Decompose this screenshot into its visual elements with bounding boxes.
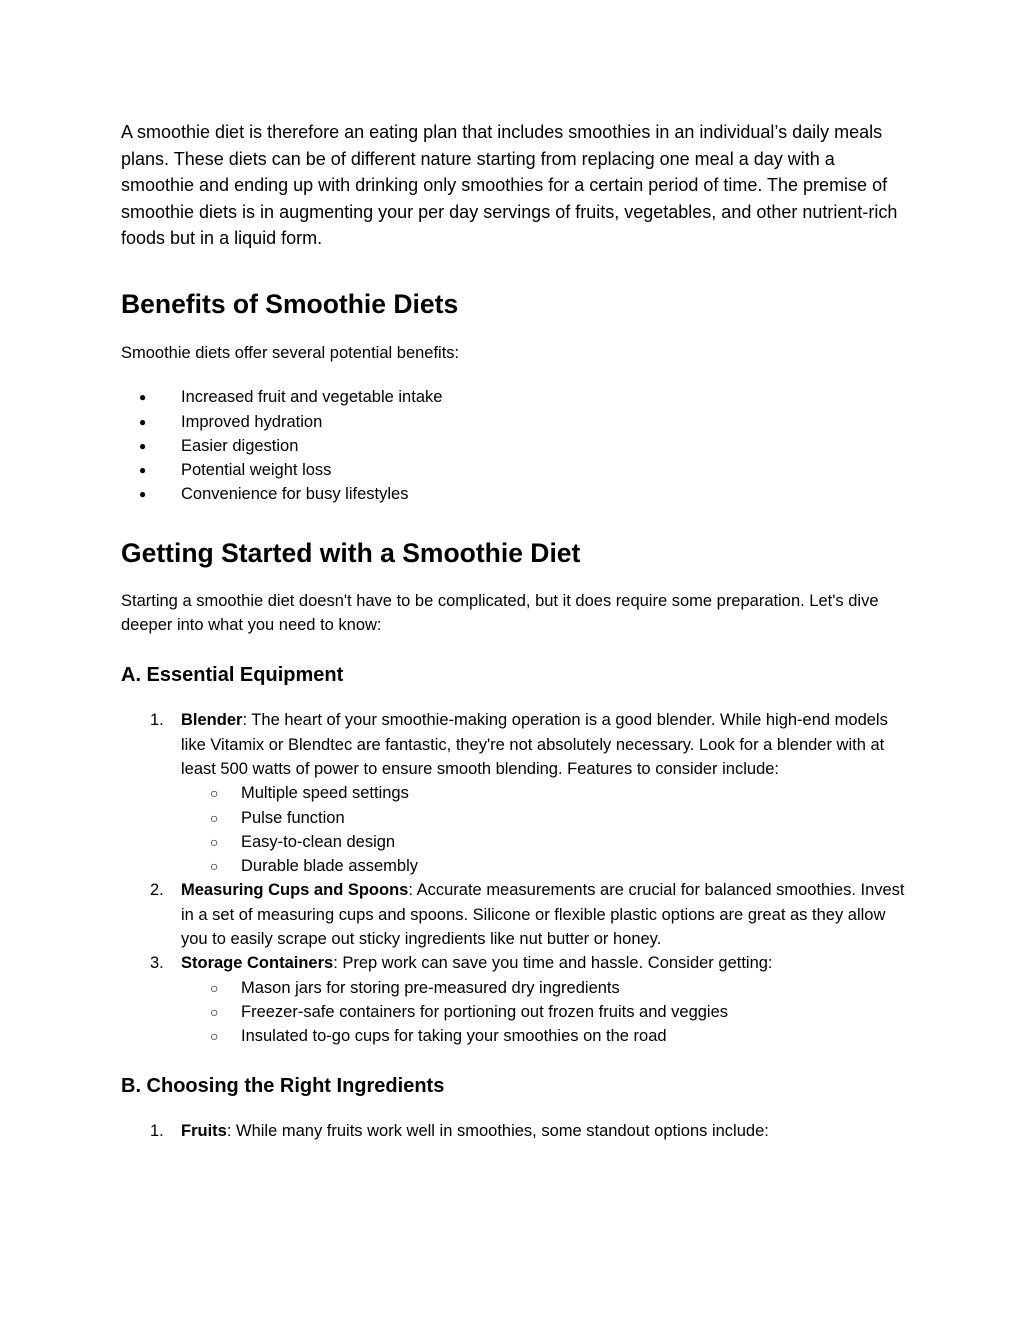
item-text: : Accurate measurements are crucial for balanced smoothies. Invest in a set of measuring cups and spoons. Silicone or flexible plastic options are great as they allow you to easily scrape out sticky ingredients like nut butter or honey. [181,881,905,949]
list-number: 1. [150,711,164,730]
list-item: ○ Freezer-safe containers for portioning out frozen fruits and veggies [181,1000,906,1024]
list-item: ● Potential weight loss [121,458,906,482]
document-page [121,119,906,1143]
bullet-marker: ● [139,390,147,405]
list-item [121,708,906,878]
item-title: Blender [181,711,243,730]
list-item: ○ Easy-to-clean design [181,830,906,854]
list-item [121,878,906,951]
list-number: 1. [150,1121,164,1140]
getting-started-lead: Starting a smoothie diet doesn't have to be complicated, but it does require some preparation. Let's dive deeper into what you need to know: [121,591,879,635]
list-number: 2. [150,881,164,900]
bullet-marker: ● [139,438,147,453]
sub-bullet-marker: ○ [210,1003,219,1020]
sub-bullet-marker: ○ [210,979,219,996]
sub-bullet-marker: ○ [210,858,219,875]
heading-benefits: Benefits of Smoothie Diets [121,288,459,319]
heading-choosing-ingredients: B. Choosing the Right Ingredients [121,1074,445,1097]
sub-bullet-marker: ○ [210,785,219,802]
sub-list [181,976,906,1049]
bullet-marker: ● [139,487,147,502]
list-item: ● Easier digestion [121,434,906,458]
list-item: ○ Multiple speed settings [181,781,906,805]
list-item: ● Increased fruit and vegetable intake [121,385,906,409]
intro-paragraph: A smoothie diet is therefore an eating plan that includes smoothies in an individual’s daily meals plans. These diets can be of different nature starting from replacing one meal a day with a smoothie and ending up with drinking only smoothies for a certain period of time. The premise of smoothie diets is in augmenting your per day servings of fruits, vegetables, and other nutrient-rich foods but in a liquid form. [121,122,898,249]
sub-bullet-marker: ○ [210,809,219,826]
list-number: 3. [150,954,164,973]
list-item: ● Improved hydration [121,410,906,434]
benefits-lead: Smoothie diets offer several potential benefits: [121,343,460,362]
heading-getting-started: Getting Started with a Smoothie Diet [121,537,581,568]
list-item: ○ Pulse function [181,806,906,830]
item-title: Measuring Cups and Spoons [181,881,409,900]
item-text: : Prep work can save you time and hassle. Consider getting: [333,954,773,973]
bullet-marker: ● [139,463,147,478]
heading-essential-equipment: A. Essential Equipment [121,664,344,687]
benefits-list [121,385,906,506]
list-item: ○ Durable blade assembly [181,854,906,878]
list-item: ○ Insulated to-go cups for taking your smoothies on the road [181,1024,906,1048]
sub-bullet-marker: ○ [210,1028,219,1045]
item-title: Fruits [181,1121,227,1140]
list-item: ○ Mason jars for storing pre-measured dry ingredients [181,976,906,1000]
bullet-marker: ● [139,414,147,429]
list-item [121,1119,906,1143]
sub-bullet-marker: ○ [210,833,219,850]
list-item: ● Convenience for busy lifestyles [121,482,906,506]
list-item [121,951,906,1048]
item-title: Storage Containers [181,954,334,973]
sub-list [181,781,906,878]
ingredients-list [121,1119,906,1143]
item-text: : The heart of your smoothie-making operation is a good blender. While high-end models like Vitamix or Blendtec are fantastic, they're not absolutely necessary. Look for a blender with at least 500 watts of power to ensure smooth blending. Features to consider include: [181,711,888,778]
equipment-list [121,708,906,1048]
item-text: : While many fruits work well in smoothies, some standout options include: [226,1121,769,1140]
